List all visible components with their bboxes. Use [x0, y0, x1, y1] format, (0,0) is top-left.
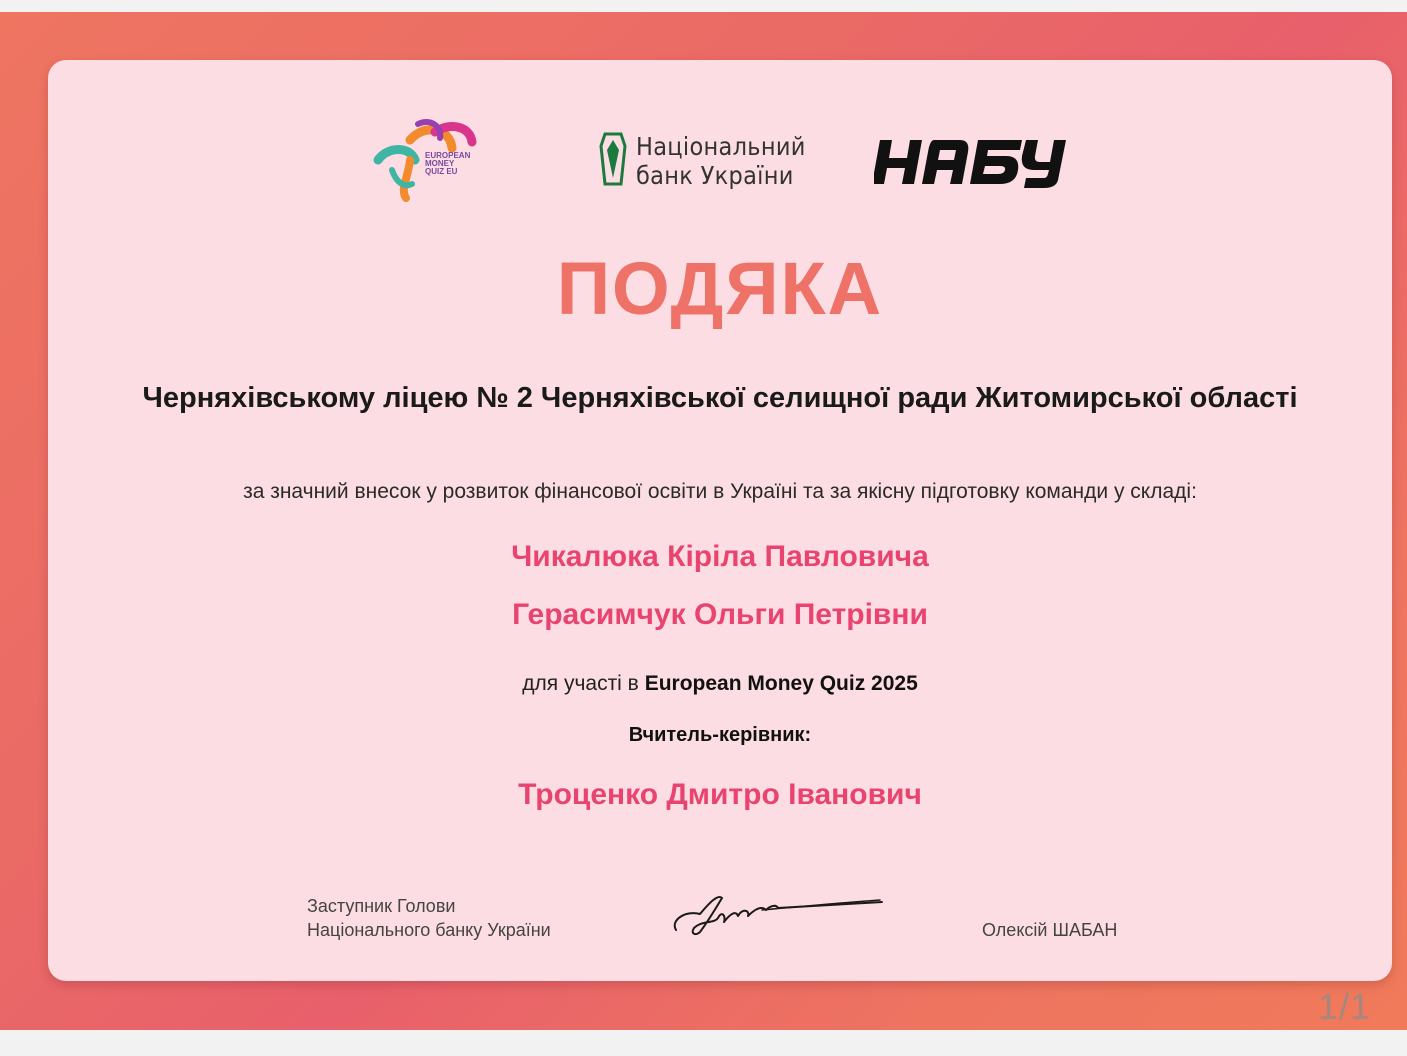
signatory-role-line1: Заступник Голови: [307, 896, 456, 916]
teacher-label: Вчитель-керівник:: [628, 724, 812, 746]
recipient-institution: Черняхівському ліцею № 2 Черняхівської селищної ради Житомирської області: [142, 382, 1298, 414]
nbu-logo-line2: банк України: [636, 161, 794, 190]
certificate-title: ПОДЯКА: [48, 244, 1392, 334]
nbu-logo-line1: Національний: [636, 132, 806, 161]
certificate-page: [0, 12, 1407, 1030]
handwritten-signature: [666, 880, 886, 940]
event-name: European Money Quiz 2025: [644, 672, 918, 695]
page-counter: 1/1: [1318, 986, 1372, 1027]
national-bank-logo: [591, 130, 811, 194]
emq-logo-text: EUROPEAN MONEY QUIZ EU: [425, 151, 471, 176]
student-name: Герасимчук Ольги Петрівни: [512, 598, 928, 631]
award-reason: за значний внесок у розвиток фінансової освіти в Україні та за якісну підготовку команди у складі:: [243, 480, 1197, 503]
signatory-name: Олексій ШАБАН: [982, 920, 1118, 940]
certificate-card: [48, 60, 1392, 981]
signatory-role: [307, 894, 551, 942]
nabu-logo: [874, 132, 1074, 192]
teacher-name: Троценко Дмитро Іванович: [518, 778, 922, 811]
participation-prefix: для участі в: [522, 672, 639, 695]
student-name: Чикалюка Кіріла Павловича: [511, 540, 929, 573]
signatory-role-line2: Національного банку України: [307, 920, 551, 940]
logo-row: [48, 118, 1392, 218]
nbu-emblem-icon: [595, 132, 631, 188]
nabu-wordmark-icon: [874, 132, 1074, 192]
nbu-logo-text: [636, 132, 806, 190]
participation-line: [48, 672, 1392, 696]
european-money-quiz-logo: [370, 118, 500, 208]
